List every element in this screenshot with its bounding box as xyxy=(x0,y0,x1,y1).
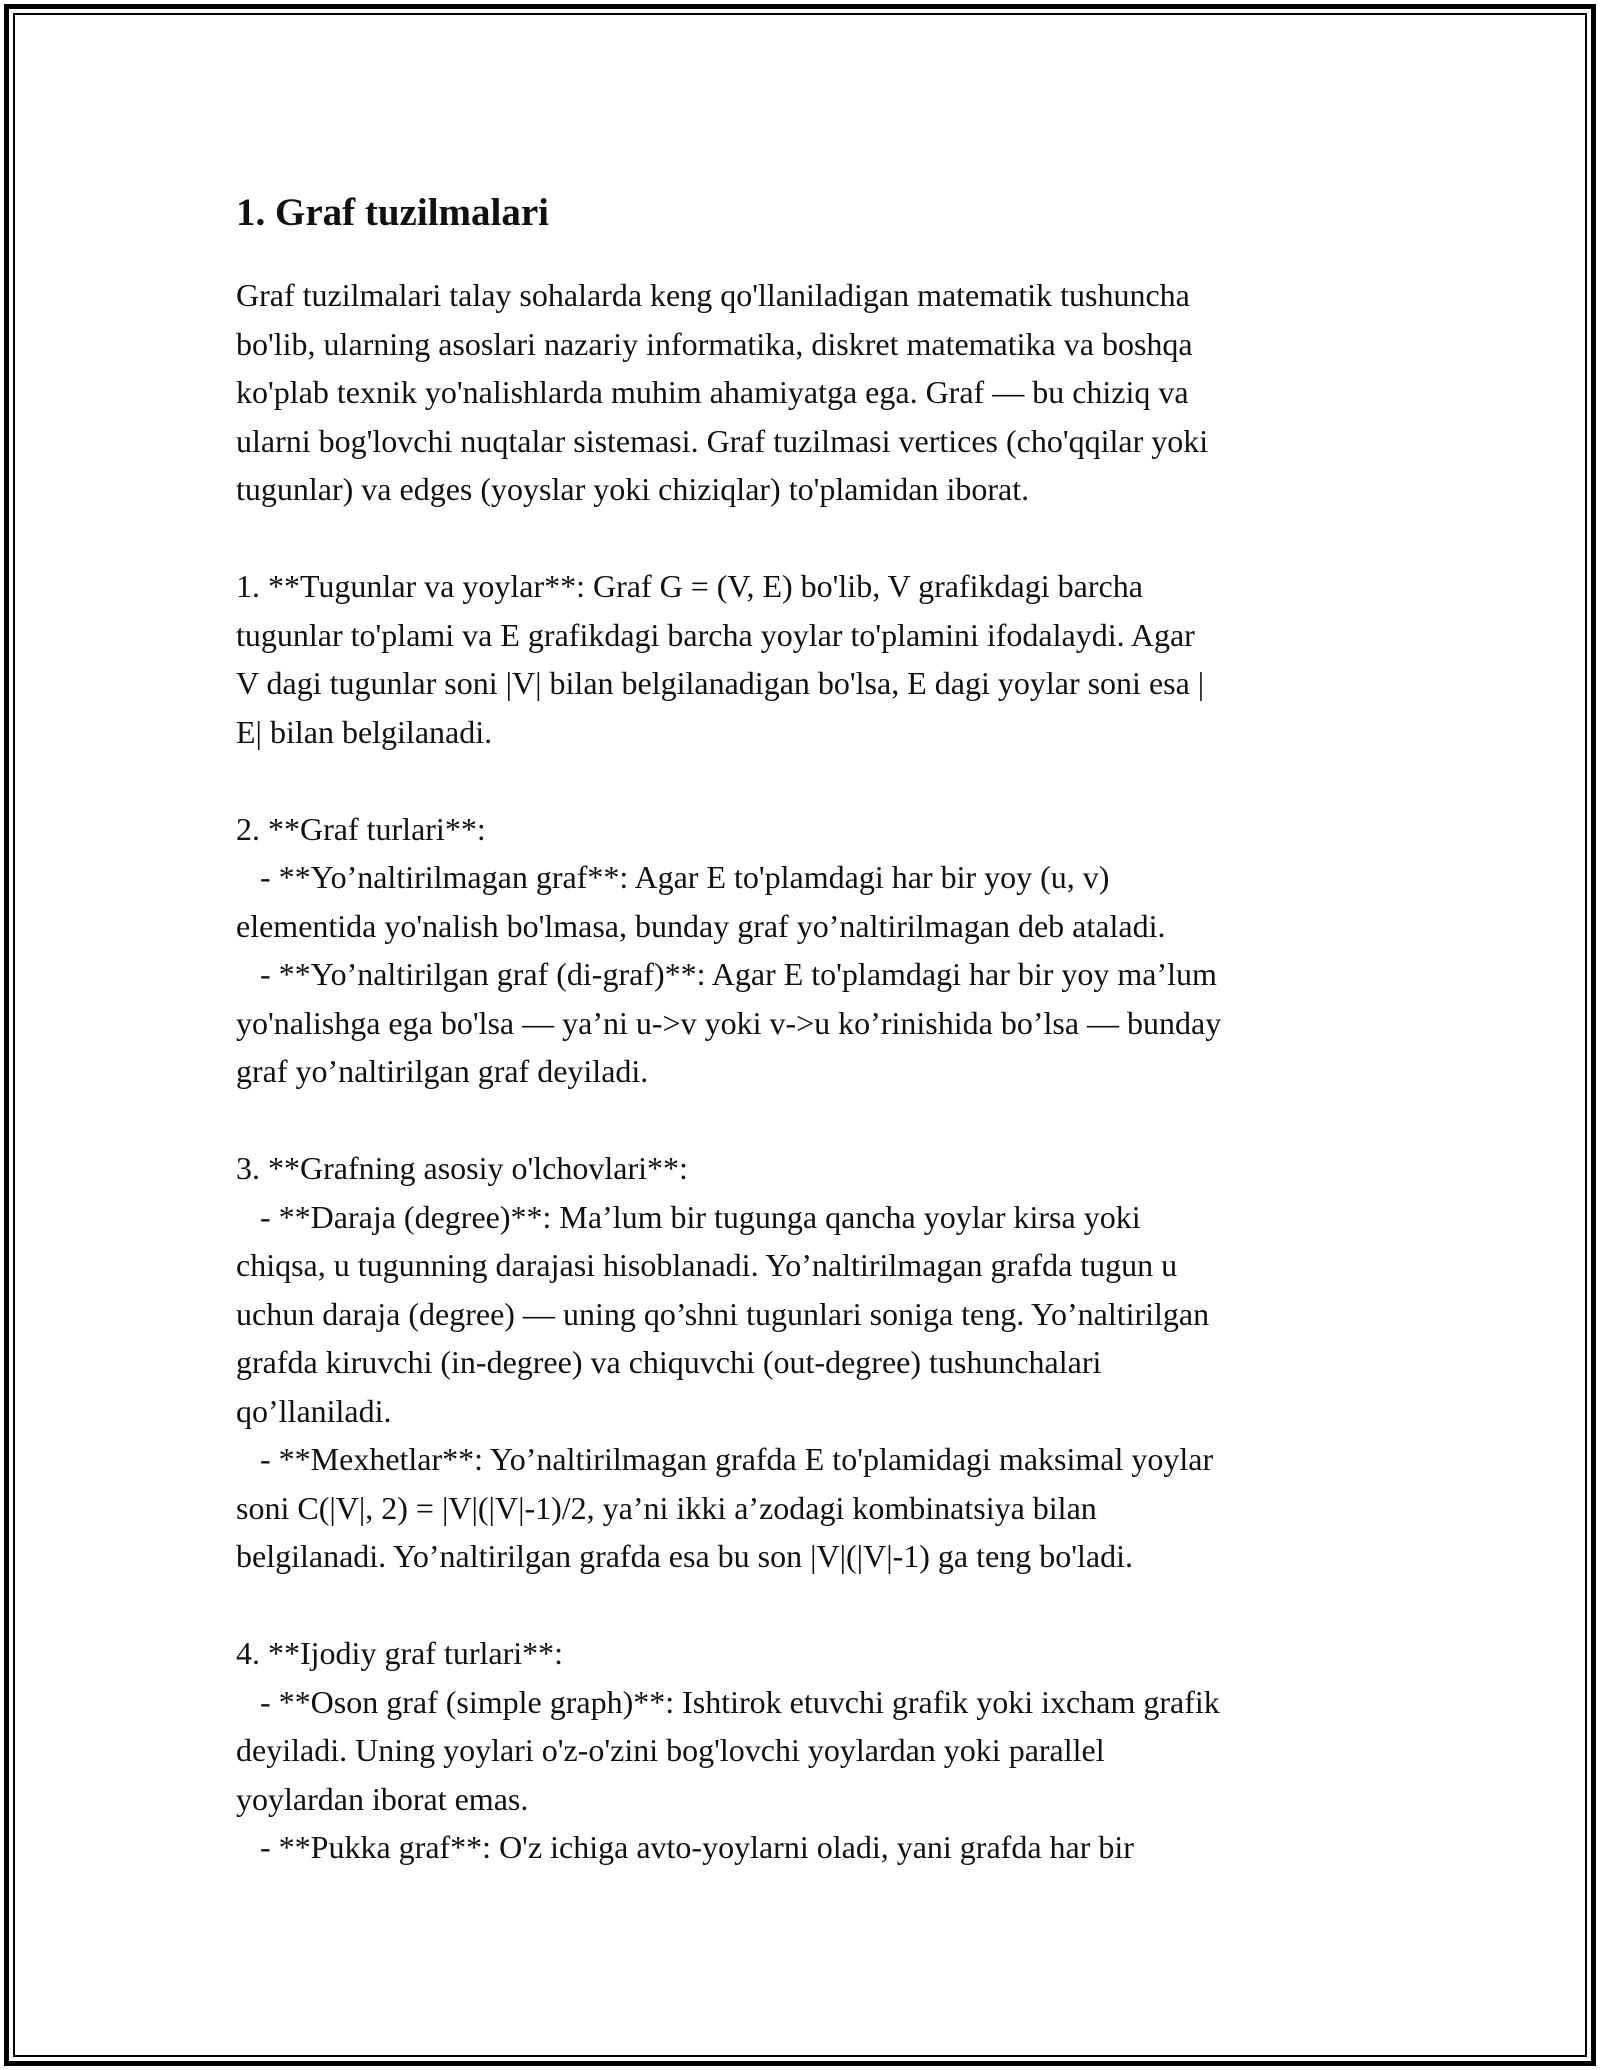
document-body: Graf tuzilmalari talay sohalarda keng qo'llaniladigan matematik tushuncha bo'lib, ularning asoslari nazariy informatika, diskret matematika va boshqa ko'plab texnik yo'nalishlarda muhim ahamiyatga ega. Graf — bu chiziq va ularni bog'lovchi nuqtalar sistemasi. Graf tuzilmasi vertices (cho'qqilar yoki tugunlar) va edges (yoyslar yoki chiziqlar) to'plamidan iborat. 1. **Tugunlar va yoylar**: Graf G = (V, E) bo'lib, V grafikdagi barcha tugunlar to'plami va E grafikdagi barcha yoylar to'plamini ifodalaydi. Agar V dagi tugunlar soni |V| bilan belgilanadigan bo'lsa, E dagi yoylar soni esa | E| bilan belgilanadi. 2. **Graf turlari**: - **Yo’naltirilmagan graf**: Agar E to'plamdagi har bir yoy (u, v) elementida yo'nalish bo'lmasa, bunday graf yo’naltirilmagan deb ataladi. - **Yo’naltirilgan graf (di-graf)**: Agar E to'plamdagi har bir yoy ma’lum yo'nalishga ega bo'lsa — ya’ni u->v yoki v->u ko’rinishida bo’lsa — bunday graf yo’naltirilgan graf deyiladi. 3. **Grafning asosiy o'lchovlari**: - **Daraja (degree)**: Ma’lum bir tugunga qancha yoylar kirsa yoki chiqsa, u tugunning darajasi hisoblanadi. Yo’naltirilmagan grafda tugun u uchun daraja (degree) — uning qo’shni tugunlari soniga teng. Yo’naltirilgan grafda kiruvchi (in-degree) va chiquvchi (out-degree) tushunchalari qo’llaniladi. - **Mexhetlar**: Yo’naltirilmagan grafda E to'plamidagi maksimal yoylar soni C(|V|, 2) = |V|(|V|-1)/2, ya’ni ikki a’zodagi kombinatsiya bilan belgilanadi. Yo’naltirilgan grafda esa bu son |V|(|V|-1) ga teng bo'ladi. 4. **Ijodiy graf turlari**: - **Oson graf (simple graph)**: Ishtirok etuvchi grafik yoki ixcham grafik deyiladi. Uning yoylari o'z-o'zini bog'lovchi yoylardan yoki parallel yoylardan iborat emas. - **Pukka graf**: O'z ichiga avto-yoylarni oladi, yani grafda har bir xyxy=(236,277,1222,1865)
document-content xyxy=(236,185,1376,1872)
document-title: 1. Graf tuzilmalari xyxy=(236,191,550,234)
